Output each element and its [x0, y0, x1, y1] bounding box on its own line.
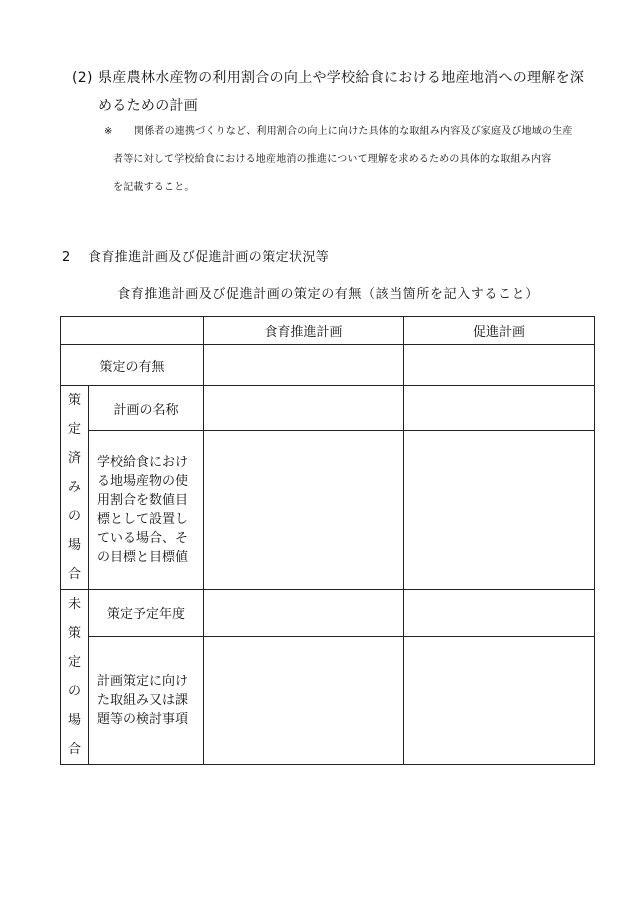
table-header-row [61, 317, 595, 345]
section-heading [62, 248, 329, 268]
item-heading [72, 64, 612, 120]
input-cell-efforts-promotion[interactable] [404, 636, 595, 764]
section-title: 食育推進計画及び促進計画の策定状況等 [88, 250, 330, 265]
table-caption: 食育推進計画及び促進計画の策定の有無（該当箇所を記入すること） [117, 287, 539, 302]
input-cell-plan-name-shokuiku[interactable] [204, 386, 404, 431]
table-row-efforts [61, 636, 595, 764]
row-label-existence: 策定の有無 [61, 345, 204, 386]
table-row-plan-name [61, 386, 595, 431]
input-cell-efforts-shokuiku[interactable] [204, 636, 404, 764]
row-label-efforts: 計画策定に向けた取組み又は課題等の検討事項 [89, 636, 204, 764]
input-cell-target-shokuiku[interactable] [204, 431, 404, 590]
table-row-target [61, 431, 595, 590]
note-line1: 関係者の連携づくりなど、利用割合の向上に向けた具体的な取組み内容及び家庭及び地域の生産 [134, 126, 573, 137]
table-row-planned-year [61, 590, 595, 637]
note [104, 118, 604, 202]
table-row-existence [61, 345, 595, 386]
group-label-drafted: 策定済みの場合 [61, 386, 89, 590]
input-cell-plan-name-promotion[interactable] [404, 386, 595, 431]
plan-status-table [60, 316, 595, 765]
note-line2: 者等に対して学校給食における地産地消の推進について理解を求めるための具体的な取組み内容 [113, 154, 552, 165]
section-number: 2 [62, 250, 71, 265]
row-label-planned-year: 策定予定年度 [89, 590, 204, 637]
input-cell-existence-shokuiku[interactable] [204, 345, 404, 386]
header-promotion-plan: 促進計画 [404, 317, 595, 345]
item-title-line1: 県産農林水産物の利用割合の向上や学校給食における地産地消への理解を深 [98, 70, 585, 86]
item-number: (2) [72, 70, 93, 86]
input-cell-existence-promotion[interactable] [404, 345, 595, 386]
header-corner-cell [61, 317, 204, 345]
input-cell-planned-year-shokuiku[interactable] [204, 590, 404, 637]
note-line3: を記載すること。 [113, 182, 195, 193]
header-shokuiku-plan: 食育推進計画 [204, 317, 404, 345]
input-cell-planned-year-promotion[interactable] [404, 590, 595, 637]
note-mark: ※ [104, 126, 113, 137]
row-label-target: 学校給食における地場産物の使用割合を数値目標として設置している場合、その目標と目標値 [89, 431, 204, 590]
input-cell-target-promotion[interactable] [404, 431, 595, 590]
group-label-undrafted: 未策定の場合 [61, 590, 89, 765]
item-title-line2: めるための計画 [98, 98, 199, 114]
row-label-plan-name: 計画の名称 [89, 386, 204, 431]
